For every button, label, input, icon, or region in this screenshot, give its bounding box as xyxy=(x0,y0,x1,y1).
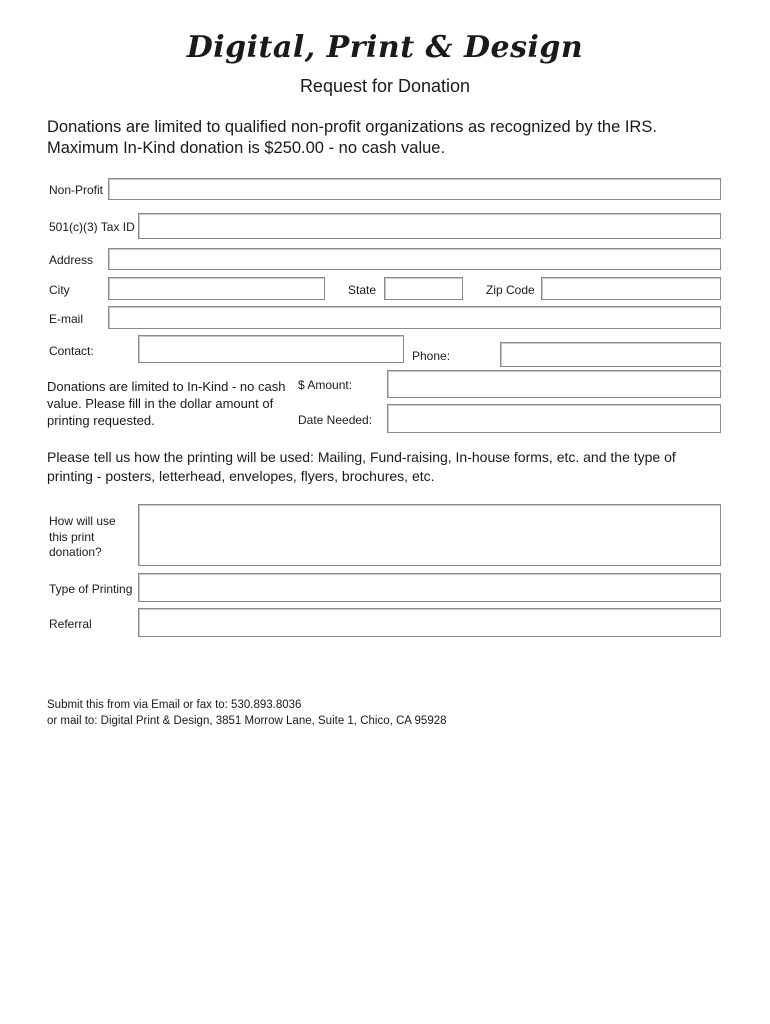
limits-note xyxy=(47,378,292,429)
address-input[interactable] xyxy=(108,248,721,270)
type-of-printing-label: Type of Printing xyxy=(49,582,133,596)
tax-id-input[interactable] xyxy=(138,213,721,239)
how-use-label-line-2: this print xyxy=(49,529,95,544)
how-use-textarea[interactable] xyxy=(138,504,721,566)
usage-note xyxy=(47,448,747,486)
intro-line-2: Maximum In-Kind donation is $250.00 - no cash value. xyxy=(47,139,446,157)
phone-label: Phone: xyxy=(412,349,451,363)
form-subtitle: Request for Donation xyxy=(299,76,471,96)
tax-id-label: 501(c)(3) Tax ID xyxy=(49,220,135,234)
amount-label: $ Amount: xyxy=(298,378,353,392)
city-label: City xyxy=(49,283,70,297)
zip-code-input[interactable] xyxy=(541,277,721,300)
state-label: State xyxy=(348,283,377,297)
how-use-label xyxy=(49,514,134,561)
contact-label: Contact: xyxy=(49,344,94,358)
phone-input[interactable] xyxy=(500,342,721,367)
how-use-label-line-3: donation? xyxy=(49,545,102,559)
usage-note-line-1: Please tell us how the printing will be used: Mailing, Fund-raising, In-house forms, etc. and the type of xyxy=(47,449,676,465)
limits-note-line-2: value. Please fill in the dollar amount of xyxy=(47,396,274,411)
form-title: Digital, Print & Design xyxy=(186,30,584,65)
email-label: E-mail xyxy=(49,312,84,326)
footer-line-2: or mail to: Digital Print & Design, 3851 Morrow Lane, Suite 1, Chico, CA 95928 xyxy=(47,715,447,727)
footer-line-1: Submit this from via Email or fax to: 530.893.8036 xyxy=(47,699,302,711)
type-of-printing-input[interactable] xyxy=(138,573,721,602)
date-needed-input[interactable] xyxy=(387,404,721,433)
city-input[interactable] xyxy=(108,277,325,300)
limits-note-line-1: Donations are limited to In-Kind - no cash xyxy=(47,379,286,394)
contact-input[interactable] xyxy=(138,335,404,363)
date-needed-label: Date Needed: xyxy=(298,413,373,427)
referral-label: Referral xyxy=(49,617,92,631)
amount-input[interactable] xyxy=(387,370,721,398)
how-use-label-line-1: How will use xyxy=(49,514,116,528)
state-input[interactable] xyxy=(384,277,463,300)
intro-line-1: Donations are limited to qualified non-profit organizations as recognized by the IRS. xyxy=(47,118,657,136)
intro-text xyxy=(47,117,657,159)
zip-code-label: Zip Code xyxy=(486,283,535,297)
submission-instructions xyxy=(47,697,447,729)
address-label: Address xyxy=(49,253,94,267)
email-input[interactable] xyxy=(108,306,721,329)
usage-note-line-2: printing - posters, letterhead, envelopes, flyers, brochures, etc. xyxy=(47,468,435,484)
referral-input[interactable] xyxy=(138,608,721,637)
limits-note-line-3: printing requested. xyxy=(47,413,155,428)
non-profit-label: Non-Profit xyxy=(49,183,104,197)
non-profit-input[interactable] xyxy=(108,178,721,200)
